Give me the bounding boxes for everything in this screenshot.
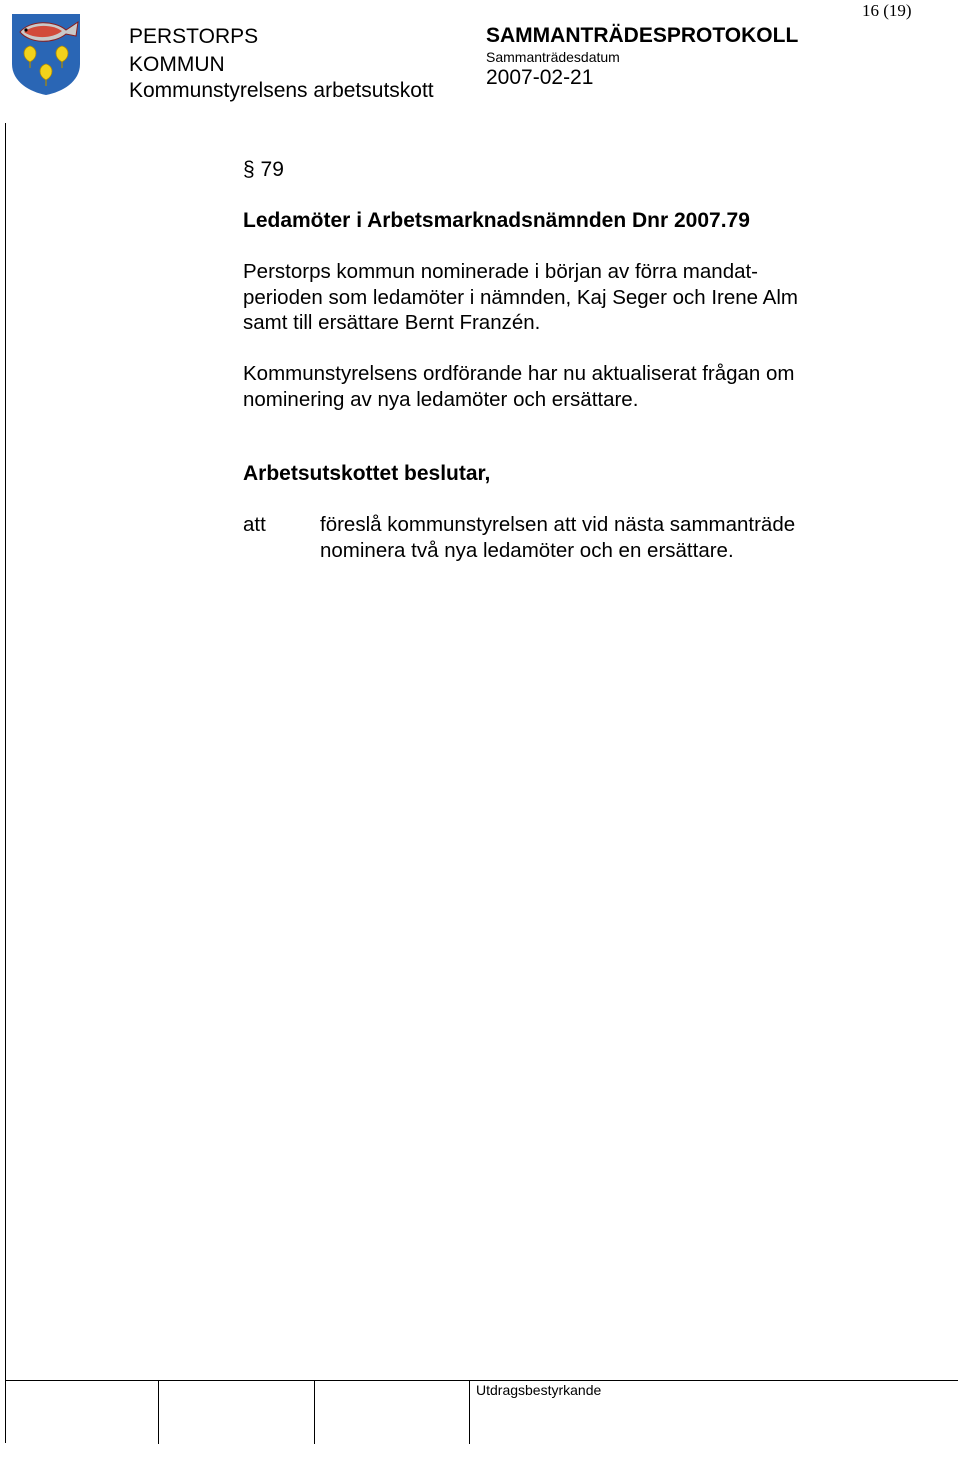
decision-heading: Arbetsutskottet beslutar, bbox=[243, 462, 491, 485]
paragraph-line: Kommunstyrelsens ordförande har nu aktualiserat frågan om bbox=[243, 362, 795, 385]
page-number: 16 (19) bbox=[862, 1, 912, 20]
meeting-date-label: Sammanträdesdatum bbox=[486, 49, 620, 65]
paragraph-nominations bbox=[243, 259, 883, 336]
certification-label: Utdragsbestyrkande bbox=[476, 1382, 602, 1398]
meeting-date-value: 2007-02-21 bbox=[486, 66, 594, 89]
decision-line: föreslå kommunstyrelsen att vid nästa sammanträde bbox=[320, 513, 796, 536]
paragraph-line: perioden som ledamöter i nämnden, Kaj Seger och Irene Alm bbox=[243, 285, 798, 309]
org-name-line-1: PERSTORPS bbox=[129, 25, 259, 48]
signature-box-divider bbox=[314, 1380, 315, 1444]
footer-rule bbox=[5, 1380, 958, 1381]
decision-text bbox=[320, 512, 795, 563]
left-margin-rule bbox=[5, 123, 6, 1443]
signature-box-divider bbox=[158, 1380, 159, 1444]
section-number: § 79 bbox=[243, 158, 284, 181]
document-title: SAMMANTRÄDESPROTOKOLL bbox=[486, 24, 799, 47]
decision-line: nominera två nya ledamöter och en ersättare. bbox=[320, 538, 734, 562]
org-name-line-2: KOMMUN bbox=[129, 53, 225, 76]
paragraph-actualisation bbox=[243, 361, 883, 412]
att-label: att bbox=[243, 513, 266, 536]
signature-box-divider bbox=[469, 1380, 470, 1444]
municipal-crest-icon bbox=[10, 12, 82, 96]
paragraph-line: samt till ersättare Bernt Franzén. bbox=[243, 311, 541, 334]
paragraph-line: Perstorps kommun nominerade i början av förra mandat- bbox=[243, 260, 759, 283]
item-heading: Ledamöter i Arbetsmarknadsnämnden Dnr 2007.79 bbox=[243, 209, 750, 232]
org-committee-name: Kommunstyrelsens arbetsutskott bbox=[129, 79, 434, 102]
paragraph-line: nominering av nya ledamöter och ersättare. bbox=[243, 387, 639, 411]
